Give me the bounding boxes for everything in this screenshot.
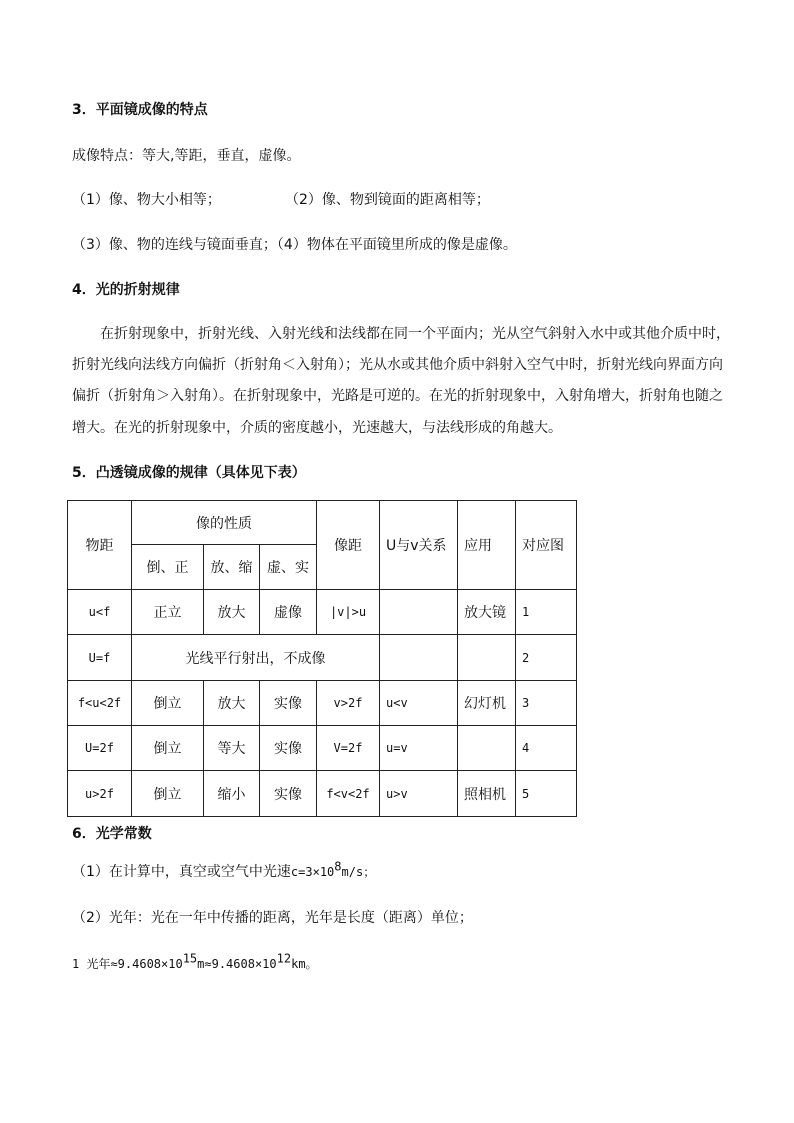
cell-image-distance: |v|>u bbox=[317, 590, 380, 635]
cell-object-distance: U=2f bbox=[68, 726, 132, 771]
section3-item1: （1）像、物大小相等； bbox=[72, 192, 221, 208]
cell-merged-description: 光线平行射出，不成像 bbox=[132, 635, 380, 681]
section6-heading: 6．光学常数 bbox=[72, 826, 152, 842]
cell-application bbox=[458, 726, 516, 771]
cell-size: 等大 bbox=[204, 726, 260, 771]
cell-orientation: 倒立 bbox=[132, 771, 204, 817]
section3-item3-4: （3）像、物的连线与镜面垂直；（4）物体在平面镜里所成的像是虚像。 bbox=[72, 237, 517, 253]
cell-figure: 4 bbox=[516, 726, 577, 771]
cell-uv-relation: u>v bbox=[380, 771, 458, 817]
table-row bbox=[68, 771, 577, 817]
cell-kind: 实像 bbox=[260, 771, 317, 817]
light-year-exponent-2: 12 bbox=[276, 951, 292, 966]
section4-para-line3: 偏折（折射角＞入射角）。在折射现象中，光路是可逆的。在光的折射现象中，入射角增大，折射角也随之 bbox=[72, 388, 723, 404]
cell-kind: 实像 bbox=[260, 681, 317, 726]
cell-object-distance: f<u<2f bbox=[68, 681, 132, 726]
header-figure: 对应图 bbox=[516, 501, 577, 590]
section5-heading: 5．凸透镜成像的规律（具体见下表） bbox=[72, 465, 306, 481]
section4-heading: 4．光的折射规律 bbox=[72, 282, 180, 298]
cell-object-distance: U=f bbox=[68, 635, 132, 681]
table-row bbox=[68, 590, 577, 635]
table-row bbox=[68, 726, 577, 771]
cell-figure: 3 bbox=[516, 681, 577, 726]
cell-image-distance: f<v<2f bbox=[317, 771, 380, 817]
cell-application: 幻灯机 bbox=[458, 681, 516, 726]
cell-kind: 虚像 bbox=[260, 590, 317, 635]
cell-application bbox=[458, 635, 516, 681]
cell-application: 照相机 bbox=[458, 771, 516, 817]
speed-of-light-unit: m/s； bbox=[341, 865, 376, 879]
section4-para-line2: 折射光线向法线方向偏折（折射角＜入射角）；光从水或其他介质中斜射入空气中时，折射光线向界面方向 bbox=[72, 357, 723, 373]
cell-image-distance: v>2f bbox=[317, 681, 380, 726]
cell-uv-relation bbox=[380, 590, 458, 635]
cell-size: 放大 bbox=[204, 681, 260, 726]
section3-features: 成像特点：等大,等距，垂直，虚像。 bbox=[72, 148, 301, 164]
cell-application: 放大镜 bbox=[458, 590, 516, 635]
section6-item1-prefix: （1）在计算中，真空或空气中光速 bbox=[72, 864, 291, 880]
header-virtual-real: 虚、实 bbox=[260, 545, 317, 590]
cell-size: 放大 bbox=[204, 590, 260, 635]
cell-figure: 1 bbox=[516, 590, 577, 635]
cell-image-distance: V=2f bbox=[317, 726, 380, 771]
section3-item2: （2）像、物到镜面的距离相等； bbox=[285, 192, 490, 208]
cell-object-distance: u>2f bbox=[68, 771, 132, 817]
section6-item2: （2）光年：光在一年中传播的距离，光年是长度（距离）单位； bbox=[72, 910, 473, 926]
speed-of-light-exponent: 8 bbox=[334, 859, 342, 874]
header-image-distance: 像距 bbox=[317, 501, 380, 590]
cell-figure: 5 bbox=[516, 771, 577, 817]
cell-figure: 2 bbox=[516, 635, 577, 681]
section4-para-line4: 增大。在光的折射现象中，介质的密度越小，光速越大，与法线形成的角越大。 bbox=[72, 420, 562, 436]
header-uv-relation: U与v关系 bbox=[380, 501, 458, 590]
section4-para-line1: 在折射现象中，折射光线、入射光线和法线都在同一个平面内；光从空气斜射入水中或其他介质中时， bbox=[100, 326, 730, 342]
cell-uv-relation: u<v bbox=[380, 681, 458, 726]
light-year-middle: m≈9.4608×10 bbox=[197, 957, 277, 971]
table-row bbox=[68, 635, 577, 681]
header-inverted-upright: 倒、正 bbox=[132, 545, 204, 590]
cell-orientation: 正立 bbox=[132, 590, 204, 635]
light-year-exponent-1: 15 bbox=[182, 951, 198, 966]
cell-orientation: 倒立 bbox=[132, 681, 204, 726]
cell-object-distance: u<f bbox=[68, 590, 132, 635]
light-year-prefix: 1 光年≈9.4608×10 bbox=[72, 957, 183, 971]
section6-item1 bbox=[72, 859, 376, 882]
section3-heading: 3．平面镜成像的特点 bbox=[72, 102, 208, 118]
cell-uv-relation: u=v bbox=[380, 726, 458, 771]
section6-light-year bbox=[72, 951, 318, 974]
lens-imaging-table bbox=[67, 500, 577, 817]
cell-size: 缩小 bbox=[204, 771, 260, 817]
header-image-nature: 像的性质 bbox=[132, 501, 317, 545]
cell-kind: 实像 bbox=[260, 726, 317, 771]
header-object-distance: 物距 bbox=[68, 501, 132, 590]
light-year-suffix: km。 bbox=[291, 957, 318, 971]
header-application: 应用 bbox=[458, 501, 516, 590]
speed-of-light-value: c=3×10 bbox=[290, 865, 335, 879]
cell-uv-relation bbox=[380, 635, 458, 681]
header-magnify-reduce: 放、缩 bbox=[204, 545, 260, 590]
table-row bbox=[68, 681, 577, 726]
cell-orientation: 倒立 bbox=[132, 726, 204, 771]
